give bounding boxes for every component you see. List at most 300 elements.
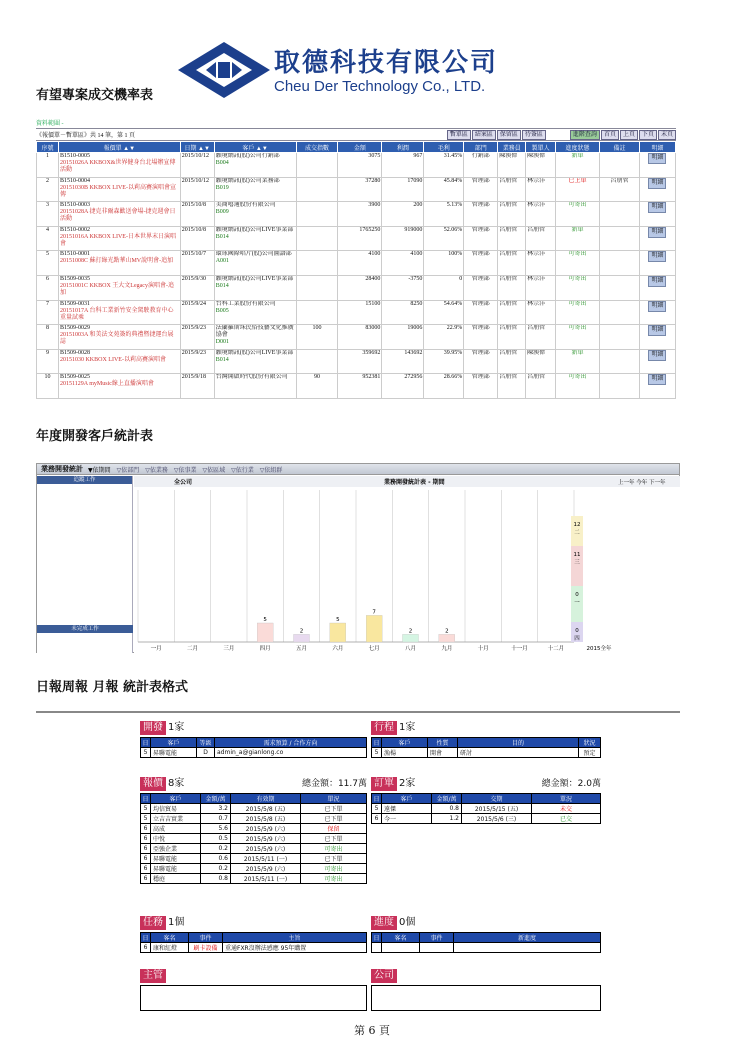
table-cell: 穩庭 [151, 874, 201, 884]
deal-index [296, 177, 338, 202]
customer-name: 台科工業股份有限公司 [215, 300, 276, 307]
table-cell: 2015/5/8 (五) [231, 804, 301, 814]
table-cell: 昇聯電能 [151, 748, 197, 758]
dingdan-tag: 訂單 [371, 777, 397, 791]
jindu-tag: 進度 [371, 916, 397, 930]
table-cell: 0.8 [432, 804, 462, 814]
margin-cell: 100% [424, 251, 464, 276]
sales-cell: 呂朋管 [498, 251, 526, 276]
col-header: 事件 [189, 933, 223, 943]
company-name-cn: 取德科技有限公司 [274, 48, 499, 78]
col-header: 日 [372, 794, 382, 804]
col-header: 客名 [382, 933, 420, 943]
quote-no: B1510-0002 [59, 226, 90, 233]
filter-item[interactable]: ▽依事業 [173, 466, 197, 474]
amount-cell: 952381 [338, 374, 382, 399]
customer-name: 願境網訊(股)公司LIVE事業部 [215, 226, 294, 233]
table-cell: 2015/5/8 (五) [231, 814, 301, 824]
table-row [37, 325, 676, 350]
bar-value-label: 5 [336, 617, 340, 623]
row-no: 5 [37, 251, 59, 276]
bar-八月 [403, 634, 419, 642]
row-no: 2 [37, 177, 59, 202]
x-tick-label: 六月 [332, 646, 344, 652]
xingcheng-block [371, 718, 601, 758]
last-page-button[interactable]: 末頁 [658, 130, 676, 140]
customer-cell[interactable] [214, 153, 296, 178]
table-cell: 3.2 [201, 804, 231, 814]
dingdan-total: 總金額：2.0萬 [541, 779, 601, 789]
gongsi-block [371, 969, 601, 1011]
filter-item[interactable]: ▽依組群 [259, 466, 283, 474]
date-cell: 2015/9/23 [180, 349, 214, 374]
table-row[interactable] [141, 834, 367, 844]
table-cell: 可寄出 [301, 864, 367, 874]
quote-desc: 20151016A KKBOX LIVE-日本世界末日演唱會 [59, 233, 176, 247]
table-row[interactable] [141, 844, 367, 854]
xingcheng-count: 1家 [399, 722, 416, 733]
x-tick-label: 四月 [259, 646, 271, 652]
dept-cell: 管理部 [464, 374, 498, 399]
table-cell: 已下單 [301, 834, 367, 844]
quote-cell[interactable] [58, 226, 180, 251]
jindu-count: 0個 [399, 917, 416, 928]
table-row [37, 300, 676, 325]
status-badge: 可寄出 [556, 275, 600, 300]
quote-desc: 20151008C 蘇打綠光點華山MV說明會-追加 [59, 258, 174, 265]
col-header: 業務員 [498, 142, 526, 153]
customer-cell[interactable] [214, 349, 296, 374]
table-cell: 開會 [428, 748, 458, 758]
table-cell: 2015/5/9 (六) [231, 864, 301, 874]
col-header: 日 [372, 933, 382, 943]
chart-topbar [37, 464, 679, 475]
jindu-block [371, 913, 601, 953]
quote-cell[interactable] [58, 300, 180, 325]
col-header: 客戶 [382, 738, 428, 748]
detail-button[interactable]: 明細 [648, 350, 666, 361]
page-info: 《報價單－暫單區》共 14 筆，第 1 頁 [36, 133, 136, 139]
quote-cell[interactable] [58, 177, 180, 202]
table-row[interactable] [141, 864, 367, 874]
customer-cell[interactable] [214, 202, 296, 227]
table-row [37, 349, 676, 374]
detail-button[interactable]: 明細 [648, 178, 666, 189]
baojia-tag: 報價 [140, 777, 166, 791]
toolbar-buttons [446, 130, 676, 140]
year-label: 2015全年 [586, 646, 612, 652]
note-cell [600, 251, 640, 276]
gongsi-tag: 公司 [371, 969, 397, 983]
summary-value: 11 [573, 552, 581, 558]
col-header: 目的 [458, 738, 579, 748]
tab-draft[interactable]: 暫單區 [447, 130, 471, 140]
col-header[interactable]: 報價單 ▲▼ [58, 142, 180, 153]
maker-cell: 林宗洋 [526, 300, 556, 325]
table-cell: 已下單 [301, 814, 367, 824]
section-title-prob: 有望專案成交機率表 [36, 88, 154, 103]
profit-cell: 17090 [382, 177, 424, 202]
status-badge: 新單 [556, 153, 600, 178]
table-cell: 2015/5/6 (三) [462, 814, 532, 824]
status-badge: 新單 [556, 349, 600, 374]
table-row [37, 251, 676, 276]
table-cell: 未交 [532, 804, 601, 814]
customer-cell[interactable] [214, 251, 296, 276]
summary-value: 0 [575, 592, 579, 598]
quote-table-panel [36, 118, 676, 404]
maker-cell: 呂朋管 [526, 374, 556, 399]
customer-cell[interactable] [214, 177, 296, 202]
amount-cell: 1765250 [338, 226, 382, 251]
row-no: 7 [37, 300, 59, 325]
table-cell: 6 [141, 874, 151, 884]
x-tick-label: 二月 [186, 646, 199, 652]
detail-cell [639, 226, 675, 251]
row-no: 8 [37, 325, 59, 350]
table-cell: 0.2 [201, 844, 231, 854]
quote-cell[interactable] [58, 251, 180, 276]
dept-cell: 管理部 [464, 226, 498, 251]
detail-cell [639, 202, 675, 227]
col-header: 等級 [197, 738, 215, 748]
detail-cell [639, 300, 675, 325]
customer-cell[interactable] [214, 300, 296, 325]
dingdan-count: 2家 [399, 778, 416, 789]
company-label: 全公司 [174, 479, 193, 486]
date-cell: 2015/9/30 [180, 275, 214, 300]
detail-button[interactable]: 明細 [648, 202, 666, 213]
date-cell: 2015/10/7 [180, 251, 214, 276]
xingcheng-table [371, 737, 601, 758]
detail-button[interactable]: 明細 [648, 227, 666, 238]
quote-desc: 20151001C KKBOX 王大文Legacy演唱會-追加 [59, 282, 174, 296]
table-cell: 中悅 [151, 834, 201, 844]
topbar-title: 業務開發統計 [41, 465, 83, 473]
table-cell: 6 [141, 824, 151, 834]
table-toolbar [36, 128, 676, 141]
bar-value-label: 2 [445, 628, 449, 635]
col-header: 進度狀態 [556, 142, 600, 153]
table-cell: 2015/5/11 (一) [231, 874, 301, 884]
customer-code: B005 [215, 307, 229, 314]
table-row[interactable] [141, 814, 367, 824]
margin-cell: 54.64% [424, 300, 464, 325]
table-cell: 重通FXR沒辦法感應 95年購置 [223, 943, 367, 953]
next-page-button[interactable]: 下頁 [639, 130, 657, 140]
margin-cell: 39.95% [424, 349, 464, 374]
col-header: 利潤 [382, 142, 424, 153]
detail-button[interactable]: 明細 [648, 276, 666, 287]
deal-index [296, 300, 338, 325]
table-cell: 5 [372, 748, 382, 758]
table-header-row [141, 738, 367, 748]
note-cell [600, 275, 640, 300]
dept-cell: 管理部 [464, 251, 498, 276]
x-tick-label: 五月 [295, 646, 308, 652]
sales-cell: 呂朋管 [498, 202, 526, 227]
detail-button[interactable]: 明細 [648, 301, 666, 312]
x-tick-label: 十一月 [511, 646, 528, 652]
quote-cell[interactable] [58, 349, 180, 374]
tab-pending[interactable]: 待簽區 [522, 130, 546, 140]
customer-name: 願境網訊(股)公司業務部 [215, 177, 280, 184]
table-cell: 1.2 [432, 814, 462, 824]
date-cell: 2015/10/12 [180, 177, 214, 202]
filter-item[interactable]: ▽依業務 [145, 466, 168, 474]
x-tick-label: 一月 [150, 646, 162, 652]
status-badge: 可寄出 [556, 300, 600, 325]
bar-七月 [366, 615, 382, 642]
detail-button[interactable]: 明細 [648, 374, 666, 385]
sales-cell: 呂朋管 [498, 275, 526, 300]
empty-cell [420, 943, 454, 953]
customer-code: D001 [215, 339, 230, 346]
tab-reserved[interactable]: 保留區 [497, 130, 521, 140]
table-cell: 2015/5/9 (六) [231, 834, 301, 844]
table-cell: 漁楊 [382, 748, 428, 758]
zhuguan-block [140, 969, 367, 1011]
table-cell: 研討 [458, 748, 579, 758]
table-cell: 0.5 [201, 834, 231, 844]
table-header-row [372, 933, 601, 943]
col-header: 製單人 [526, 142, 556, 153]
table-cell: admin_a@gianlong.co [215, 748, 367, 758]
gongsi-box[interactable] [371, 985, 601, 1011]
sales-cell: 呂朋管 [498, 177, 526, 202]
table-cell: 已下單 [301, 854, 367, 864]
deal-index: 90 [296, 374, 338, 399]
chart-title: 業務開發統計表 - 期間 [384, 479, 445, 486]
dev-stats-chart [134, 476, 680, 653]
table-cell: 0.2 [201, 864, 231, 874]
prev-page-button[interactable]: 上頁 [620, 130, 638, 140]
table-cell: 昇聯電能 [151, 864, 201, 874]
bar-value-label: 5 [263, 617, 267, 623]
table-cell: 亞強企業 [151, 844, 201, 854]
row-no: 3 [37, 202, 59, 227]
customer-code: B019 [215, 184, 229, 191]
dingdan-table [371, 793, 601, 824]
customer-cell[interactable] [214, 226, 296, 251]
x-tick-label: 八月 [404, 646, 417, 652]
customer-cell[interactable] [214, 374, 296, 399]
maker-cell: 呂朋管 [526, 226, 556, 251]
maker-cell: 林宗洋 [526, 202, 556, 227]
quote-desc: 20151030B KKBOX LIVE-以莉高賽演唱會宣傳 [59, 184, 176, 198]
table-cell: 可寄出 [301, 874, 367, 884]
table-row[interactable] [141, 854, 367, 864]
customer-code: B014 [215, 233, 229, 240]
col-header: 序號 [37, 142, 59, 153]
filter-item[interactable]: ▽依區域 [202, 466, 226, 474]
profit-cell: 272956 [382, 374, 424, 399]
table-cell: 立吉吉實業 [151, 814, 201, 824]
deal-index [296, 153, 338, 178]
zhuguan-tag: 主管 [140, 969, 166, 983]
kaifa-count: 1家 [168, 722, 185, 733]
note-cell [600, 226, 640, 251]
amount-cell: 28400 [338, 275, 382, 300]
quote-no: B1509-0029 [59, 325, 90, 332]
col-header: 毛利 [424, 142, 464, 153]
zhuguan-box[interactable] [140, 985, 367, 1011]
tab-closed[interactable]: 結案區 [472, 130, 496, 140]
note-cell: 呂朋管 [600, 177, 640, 202]
col-header: 金額/萬 [201, 794, 231, 804]
amount-cell: 83000 [338, 325, 382, 350]
col-header: 新進度 [454, 933, 601, 943]
quote-cell[interactable] [58, 202, 180, 227]
col-header: 需求預算 / 合作方向 [215, 738, 367, 748]
quote-cell[interactable] [58, 325, 180, 350]
table-row [37, 226, 676, 251]
margin-cell: 22.9% [424, 325, 464, 350]
note-cell [600, 202, 640, 227]
empty-cell [454, 943, 601, 953]
col-header: 單況 [532, 794, 601, 804]
quote-cell[interactable] [58, 153, 180, 178]
table-row[interactable] [372, 748, 601, 758]
customer-code: B004 [215, 160, 229, 166]
dept-cell: 管理部 [464, 202, 498, 227]
quote-desc: 20151129A myMusic線上直播演唱會 [59, 381, 154, 388]
customer-name: 願境網訊(股)公司LIVE事業部 [215, 275, 294, 282]
x-tick-label: 十二月 [547, 646, 565, 652]
dept-cell: 管理部 [464, 300, 498, 325]
quote-no: B1510-0004 [59, 177, 90, 184]
deal-index [296, 349, 338, 374]
detail-cell [639, 325, 675, 350]
note-cell [600, 374, 640, 399]
jindu-table [371, 932, 601, 953]
maker-cell: 林宗洋 [526, 251, 556, 276]
dingdan-block [371, 774, 601, 824]
row-no: 10 [37, 374, 59, 399]
quote-no: B1509-0028 [59, 349, 90, 356]
note-cell [600, 300, 640, 325]
page-number: 第 6 頁 [354, 1024, 390, 1037]
table-header-row [372, 738, 601, 748]
chart-left-panel [37, 476, 133, 653]
customer-name: 法蘭羅斯珠民俗技藝文化推廣協會 [215, 325, 294, 339]
quote-no: B1510-0001 [59, 251, 90, 258]
table-cell: 昇聯電能 [151, 854, 201, 864]
quote-desc: 20151003A 和美法文苑簽約典禮暨捷運台展誌 [59, 332, 174, 346]
bar-五月 [294, 634, 310, 642]
col-header[interactable]: 客戶 ▲▼ [214, 142, 296, 153]
customer-cell[interactable] [214, 275, 296, 300]
quote-desc: 20151028A 捷克非爾森歡送會場-捷克週會日活動 [59, 209, 176, 223]
table-cell: 2015/5/9 (六) [231, 824, 301, 834]
sales-cell: 呂朋管 [498, 349, 526, 374]
table-cell: 均信貿易 [151, 804, 201, 814]
table-row[interactable] [141, 824, 367, 834]
table-row[interactable] [141, 748, 367, 758]
detail-button[interactable]: 明細 [648, 153, 666, 164]
col-header: 金額/萬 [432, 794, 462, 804]
detail-button[interactable]: 明細 [648, 325, 666, 336]
table-cell: 2015/5/15 (五) [462, 804, 532, 814]
quote-cell[interactable] [58, 374, 180, 399]
empty-cell [382, 943, 420, 953]
filter-item[interactable]: ▼依期間 [88, 466, 111, 474]
bar-四月 [257, 623, 273, 642]
detail-button[interactable]: 明細 [648, 251, 666, 262]
table-row [37, 202, 676, 227]
detail-cell [639, 153, 675, 178]
summary-label: 一 [574, 600, 580, 606]
customer-name: 環球國際唱片(股)公司圖譜部 [215, 251, 292, 258]
profit-cell: 200 [382, 202, 424, 227]
col-header: 日 [372, 738, 382, 748]
renwu-tag: 任務 [140, 916, 166, 930]
note-cell [600, 349, 640, 374]
col-header: 備註 [600, 142, 640, 153]
detail-cell [639, 251, 675, 276]
table-row [37, 177, 676, 202]
sales-cell: 呂朋管 [498, 374, 526, 399]
maker-cell: 呂朋管 [526, 325, 556, 350]
quote-cell[interactable] [58, 275, 180, 300]
table-cell: 5 [141, 814, 151, 824]
dept-cell: 管理部 [464, 325, 498, 350]
col-header: 金額 [338, 142, 382, 153]
table-row [37, 153, 676, 178]
year-nav[interactable]: 上一年 今年 下一年 [618, 480, 666, 486]
table-row[interactable] [141, 943, 367, 953]
note-cell [600, 325, 640, 350]
summary-value: 12 [573, 522, 581, 528]
company-name-en: Cheu Der Technology Co., LTD. [274, 78, 486, 95]
sales-cell: 呂朋管 [498, 226, 526, 251]
kaifa-block [140, 718, 367, 758]
deal-index: 100 [296, 325, 338, 350]
customer-cell[interactable] [214, 325, 296, 350]
x-tick-label: 九月 [441, 646, 453, 652]
company-logo [178, 40, 538, 102]
row-no: 1 [37, 153, 59, 178]
kaifa-tag: 開發 [140, 721, 166, 735]
table-cell: D [197, 748, 215, 758]
advanced-search-button[interactable]: 進階查詢 [570, 130, 600, 140]
table-row[interactable] [141, 874, 367, 884]
maker-cell: 陳漢偉 [526, 349, 556, 374]
table-row[interactable] [372, 814, 601, 824]
table-cell: 已交 [532, 814, 601, 824]
date-cell: 2015/10/12 [180, 153, 214, 178]
baojia-block [140, 774, 367, 884]
xingcheng-tag: 行程 [371, 721, 397, 735]
renwu-count: 1個 [168, 917, 185, 928]
filter-item[interactable]: ▽依部門 [116, 466, 140, 474]
section-title-report: 日報周報 月報 統計表格式 [36, 680, 189, 695]
bar-value-label: 2 [408, 628, 413, 635]
first-page-button[interactable]: 首頁 [601, 130, 619, 140]
maker-cell: 林宗洋 [526, 275, 556, 300]
filter-item[interactable]: ▽依行業 [231, 466, 254, 474]
customer-code: B014 [215, 356, 229, 363]
profit-cell: 967 [382, 153, 424, 178]
profit-cell: 143692 [382, 349, 424, 374]
table-cell: 遠傑 [382, 804, 432, 814]
table-cell: 保留 [301, 824, 367, 834]
table-row[interactable] [141, 804, 367, 814]
row-no: 6 [37, 275, 59, 300]
maker-cell: 林宗洋 [526, 177, 556, 202]
col-header[interactable]: 日期 ▲▼ [180, 142, 214, 153]
table-row[interactable] [372, 804, 601, 814]
